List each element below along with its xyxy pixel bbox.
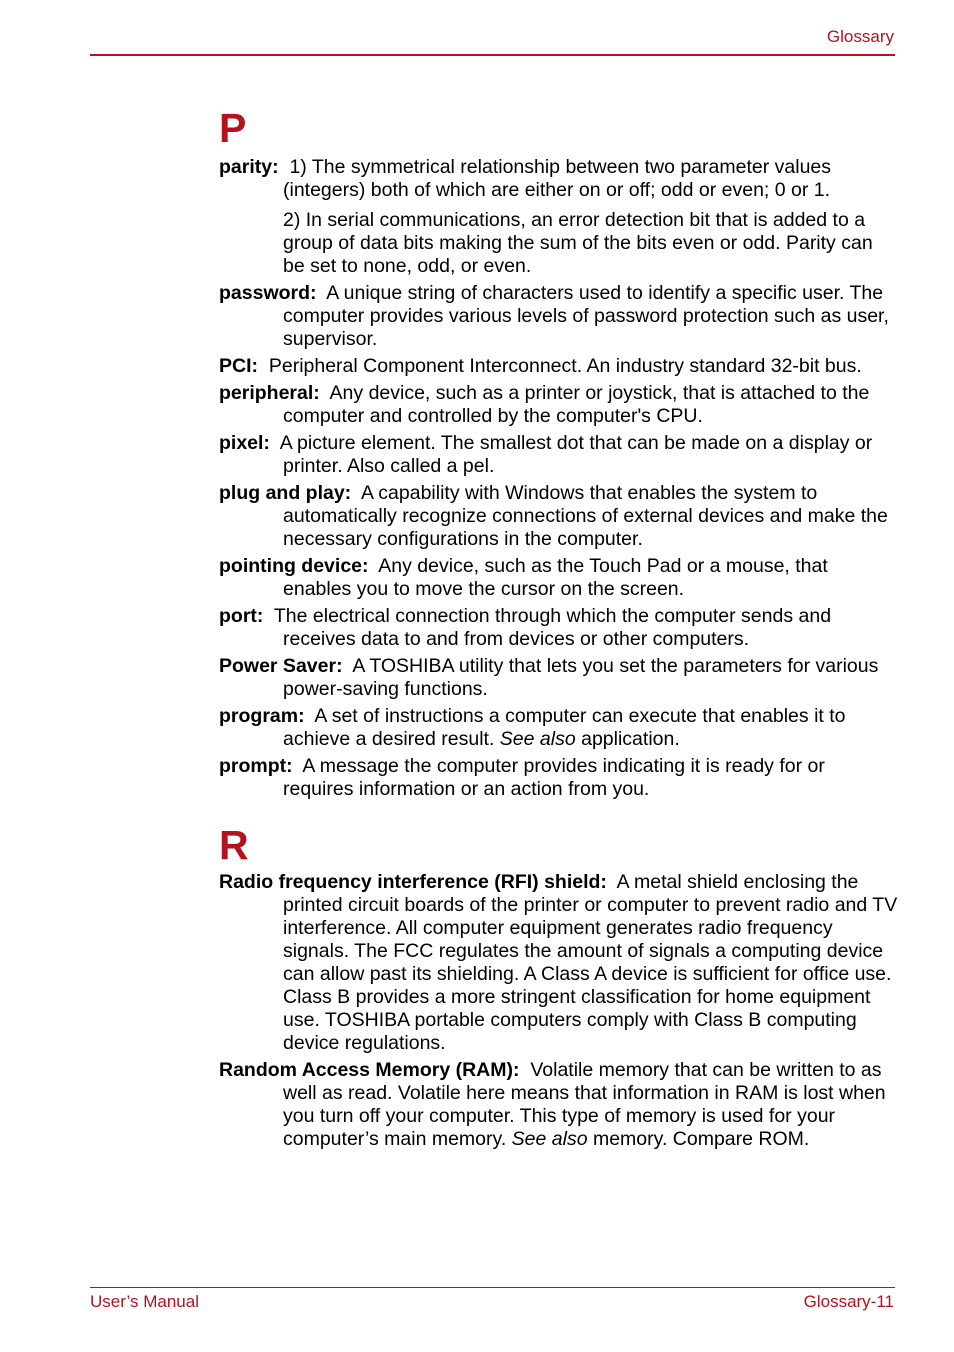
entry-term: Power Saver: (219, 655, 343, 677)
entry-term: pointing device: (219, 555, 369, 577)
entry-term: peripheral: (219, 382, 320, 404)
entry-term: program: (219, 705, 305, 727)
footer-rule (90, 1287, 895, 1288)
see-also-label: See also (499, 728, 576, 750)
entry-definition: A capability with Windows that enables the system to automatically recognize connections of external devices and make the necessary configurations in the computer. (283, 482, 888, 550)
entry-definition: 1) The symmetrical relationship between two parameter values (integers) both of which are either on or off; odd or even; 0 or 1. (283, 156, 832, 201)
entry-term: PCI: (219, 355, 258, 377)
entry-plug-and-play (219, 482, 899, 551)
entry-port (219, 605, 899, 651)
entry-pci (219, 355, 899, 378)
header-title: Glossary (826, 27, 894, 46)
entry-definition: A picture element. The smallest dot that can be made on a display or printer. Also called a pel. (279, 432, 873, 477)
footer-page-number: Glossary-11 (803, 1292, 894, 1311)
entry-definition: A TOSHIBA utility that lets you set the parameters for various power-saving functions. (283, 655, 879, 700)
entry-ram (219, 1059, 899, 1151)
entry-power-saver (219, 655, 899, 701)
entry-pointing-device (219, 555, 899, 601)
see-also-label: See also (511, 1128, 588, 1150)
entry-parity-continued: 2) In serial communications, an error detection bit that is added to a group of data bits making the sum of the bits even or odd. Parity can be set to none, odd, or even. (283, 209, 873, 277)
entry-definition: A metal shield enclosing the printed circuit boards of the printer or computer to prevent radio and TV interference. All computer equipment generates radio frequency signals. The FCC regulates the amount of signals a computing device can allow past its shielding. A Class A device is sufficient for office use. Class B provides a more stringent classification for home equipment use. TOSHIBA portable computers comply with Class B computing device regulations. (283, 871, 898, 1054)
entry-term: prompt: (219, 755, 293, 777)
entry-definition: Volatile memory that can be written to as well as read. Volatile here means that information in RAM is lost when you turn off your computer. This type of memory is used for your computer’s main memory. (283, 1059, 886, 1150)
entry-term: plug and play: (219, 482, 352, 504)
entry-password (219, 282, 899, 351)
entry-term: password: (219, 282, 317, 304)
entry-program (219, 705, 899, 751)
entry-definition: A message the computer provides indicating it is ready for or requires information or an action from you. (283, 755, 825, 800)
entry-term: pixel: (219, 432, 270, 454)
footer-manual-title: User’s Manual (90, 1292, 199, 1311)
entry-pixel (219, 432, 899, 478)
entry-prompt (219, 755, 899, 801)
entry-definition: Any device, such as a printer or joystick, that is attached to the computer and controlled by the computer's CPU. (283, 382, 870, 427)
entry-rfi-shield (219, 871, 899, 1055)
entry-definition: Peripheral Component Interconnect. An industry standard 32-bit bus. (268, 355, 862, 377)
entry-definition: Any device, such as the Touch Pad or a mouse, that enables you to move the cursor on the screen. (283, 555, 828, 600)
header-rule (90, 54, 895, 56)
section-letter-p: P (219, 105, 247, 151)
see-also-ref: application. (581, 728, 680, 750)
entry-term: Radio frequency interference (RFI) shield: (219, 871, 607, 893)
entry-term: parity: (219, 156, 279, 178)
entry-definition: A unique string of characters used to identify a specific user. The computer provides various levels of password protection such as user, supervisor. (283, 282, 889, 350)
entry-definition: The electrical connection through which the computer sends and receives data to and from devices or other computers. (273, 605, 832, 650)
glossary-content (219, 104, 899, 1155)
entry-parity (219, 156, 899, 202)
entry-term: port: (219, 605, 264, 627)
entry-definition: A set of instructions a computer can execute that enables it to achieve a desired result. (283, 705, 846, 750)
entry-term: Random Access Memory (RAM): (219, 1059, 520, 1081)
see-also-ref: memory. Compare ROM. (592, 1128, 810, 1150)
entry-peripheral (219, 382, 899, 428)
section-letter-r: R (219, 822, 249, 868)
